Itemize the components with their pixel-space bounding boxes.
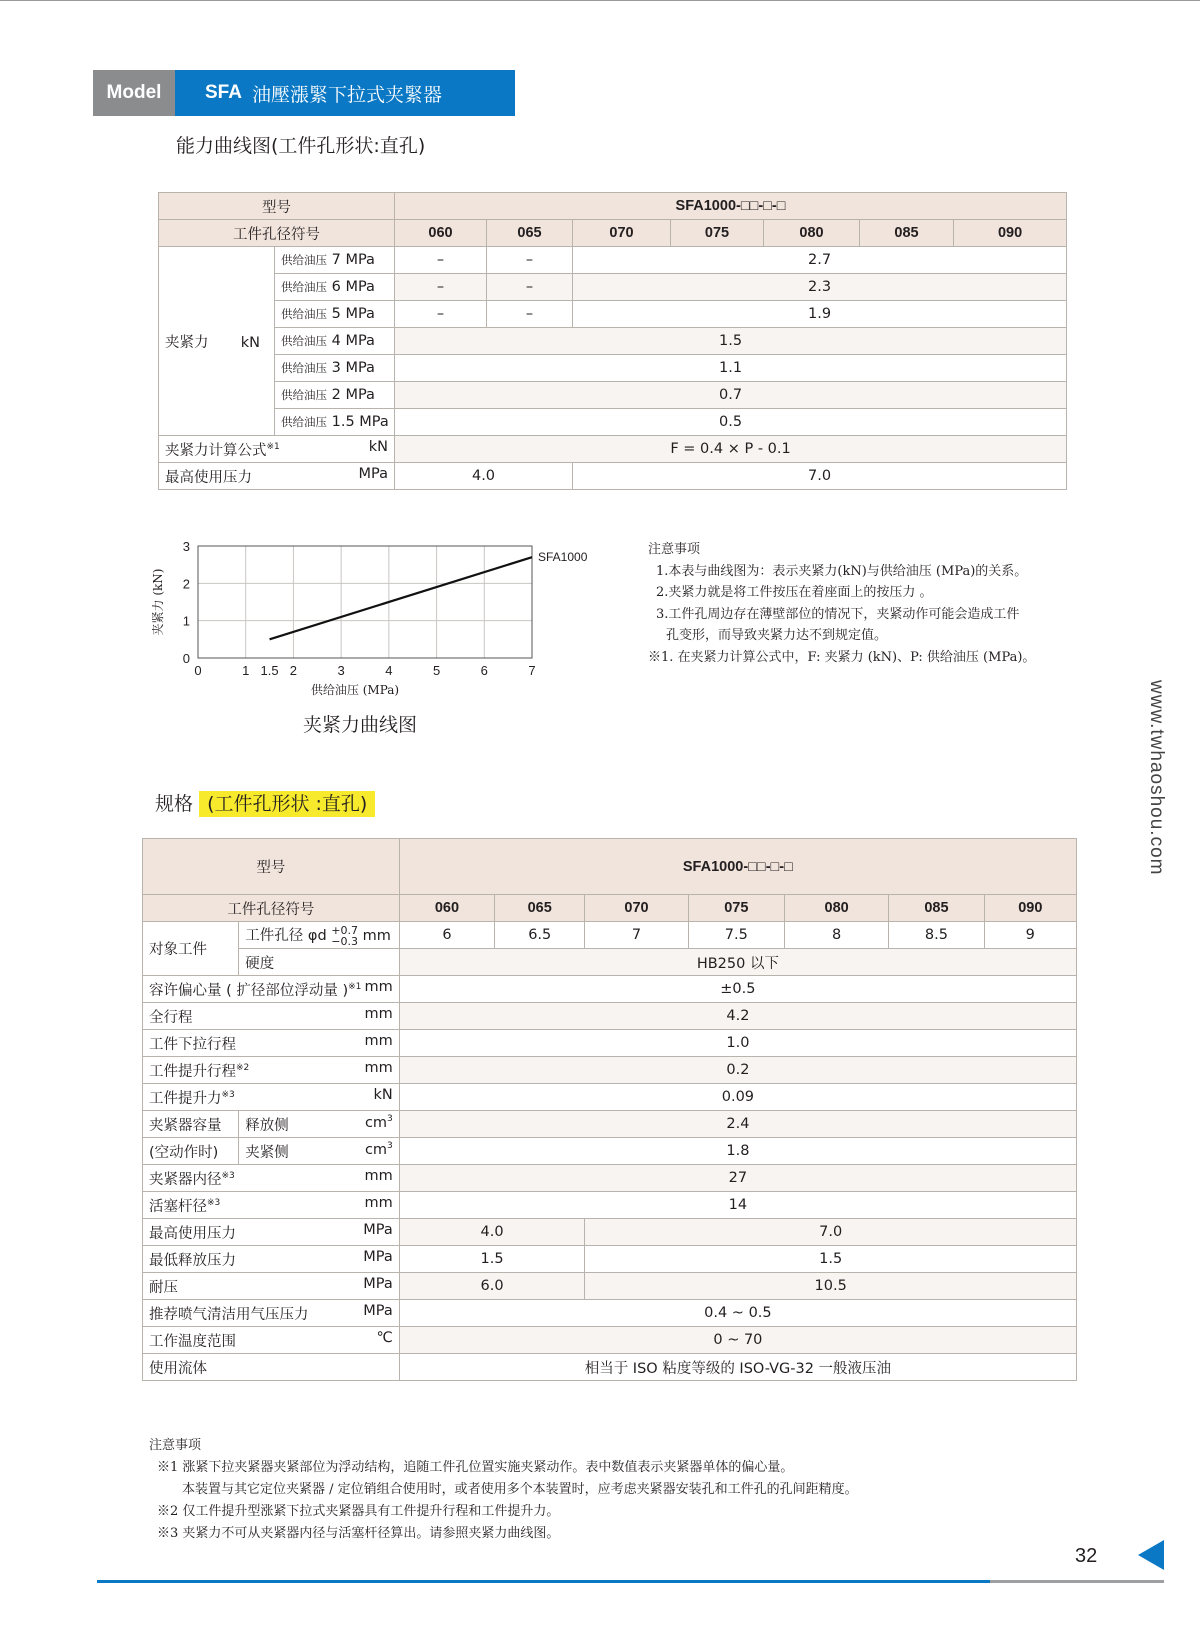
minp-unit: MPa bbox=[363, 1248, 393, 1265]
pressure-value: 2 MPa bbox=[331, 387, 375, 403]
note-item: 2.夹紧力就是将工件按压在着座面上的按压力 。 bbox=[656, 585, 933, 600]
stroke-unit: mm bbox=[364, 1005, 393, 1022]
bore-label: 夹紧器内径 bbox=[149, 1171, 222, 1188]
cap-model-code: SFA1000-□□-□-□ bbox=[395, 193, 1067, 220]
cap-code: 070 bbox=[573, 220, 671, 247]
max-pressure-b: 7.0 bbox=[573, 463, 1067, 490]
rod-mark: ※3 bbox=[207, 1197, 221, 1208]
note-item: ※2 仅工件提升型涨紧下拉式夹紧器具有工件提升行程和工件提升力。 bbox=[157, 1504, 560, 1519]
dia-value: 6.5 bbox=[495, 922, 585, 949]
lift-label-cell bbox=[143, 1057, 400, 1084]
pull-label-cell bbox=[143, 1030, 400, 1057]
cap-label-2: (空动作时) bbox=[143, 1138, 239, 1165]
temp-unit: ℃ bbox=[376, 1329, 393, 1346]
series-label: SFA1000 bbox=[538, 550, 588, 565]
spec-model-code: SFA1000-□□-□-□ bbox=[399, 839, 1076, 895]
cap-pressure-cell bbox=[275, 301, 395, 328]
rel-label-cell bbox=[239, 1111, 399, 1138]
cube-mark: 3 bbox=[387, 1140, 393, 1151]
spec-notes bbox=[149, 1435, 858, 1545]
x-tick-label: 1 bbox=[242, 663, 250, 678]
ecc-unit: mm bbox=[364, 978, 393, 995]
cap-value: – bbox=[487, 301, 573, 328]
x-tick-label: 4 bbox=[385, 663, 393, 678]
pressure-value: 1.5 MPa bbox=[331, 414, 389, 430]
cap-value: – bbox=[395, 247, 487, 274]
dia-label-cell bbox=[239, 922, 399, 949]
maxp-label-cell bbox=[143, 1219, 400, 1246]
x-axis-label: 供给油压 (MPa) bbox=[310, 683, 400, 697]
stroke-value: 4.2 bbox=[399, 1003, 1076, 1030]
minp-label-cell bbox=[143, 1246, 400, 1273]
cap-value: 1.5 bbox=[395, 328, 1067, 355]
spec-code: 090 bbox=[984, 895, 1076, 922]
rod-value: 14 bbox=[399, 1192, 1076, 1219]
notes-title: 注意事项 bbox=[648, 542, 701, 557]
spec-hole-label: 工件孔径符号 bbox=[143, 895, 400, 922]
liftf-label-cell bbox=[143, 1084, 400, 1111]
temp-label: 工作温度范围 bbox=[149, 1333, 236, 1350]
note-item: 本装置与其它定位夹紧器 / 定位销组合使用时，或者使用多个本装置时，应考虑夹紧器安装孔和工件孔的孔间距精度。 bbox=[182, 1482, 858, 1497]
liftf-mark: ※3 bbox=[221, 1089, 235, 1100]
cap-force-label bbox=[159, 247, 275, 436]
cap-value: – bbox=[487, 247, 573, 274]
stroke-label: 全行程 bbox=[149, 1009, 193, 1026]
cap-value: 0.5 bbox=[395, 409, 1067, 436]
pull-unit: mm bbox=[364, 1032, 393, 1049]
ecc-value: ±0.5 bbox=[399, 976, 1076, 1003]
side-url[interactable]: www.twhaoshou.com bbox=[1146, 680, 1167, 876]
formula-label-text: 夹紧力计算公式 bbox=[165, 442, 267, 459]
minp-a: 1.5 bbox=[399, 1246, 585, 1273]
x-tick-label: 2 bbox=[289, 663, 298, 678]
product-name: 油壓漲緊下拉式夹緊器 bbox=[251, 83, 442, 106]
cap-value: 0.7 bbox=[395, 382, 1067, 409]
bore-label-cell bbox=[143, 1165, 400, 1192]
clamp-label-cell bbox=[239, 1138, 399, 1165]
clamping-force-chart bbox=[140, 530, 588, 700]
spec-table bbox=[142, 838, 1077, 1381]
cap-value: 1.1 bbox=[395, 355, 1067, 382]
spec-code: 080 bbox=[784, 895, 888, 922]
spec-prefix: 规格 bbox=[155, 793, 194, 815]
cap-pressure-cell bbox=[275, 328, 395, 355]
liftf-label: 工件提升力 bbox=[149, 1090, 222, 1107]
proof-b: 10.5 bbox=[585, 1273, 1077, 1300]
capacity-table bbox=[158, 192, 1067, 490]
chart-labels bbox=[150, 539, 588, 697]
cap-code: 090 bbox=[954, 220, 1067, 247]
supply-label: 供给油压 bbox=[281, 253, 327, 267]
supply-label: 供给油压 bbox=[281, 361, 327, 375]
cap-model-label: 型号 bbox=[159, 193, 395, 220]
pressure-value: 5 MPa bbox=[331, 306, 375, 322]
rod-label-cell bbox=[143, 1192, 400, 1219]
footer-rule bbox=[97, 1580, 1164, 1583]
proof-label-cell bbox=[143, 1273, 400, 1300]
bore-mark: ※3 bbox=[221, 1170, 235, 1181]
note-item: ※3 夹紧力不可从夹紧器内径与活塞杆径算出。请参照夹紧力曲线图。 bbox=[157, 1526, 560, 1541]
spec-model-label: 型号 bbox=[143, 839, 400, 895]
dia-value: 8.5 bbox=[889, 922, 984, 949]
cap-value: – bbox=[487, 274, 573, 301]
minp-label: 最低释放压力 bbox=[149, 1252, 236, 1269]
force-unit: kN bbox=[240, 334, 261, 351]
spec-code: 065 bbox=[495, 895, 585, 922]
rod-label: 活塞杆径 bbox=[149, 1198, 207, 1215]
x-tick-label: 0 bbox=[194, 663, 202, 678]
model-label: Model bbox=[93, 70, 175, 116]
dia-value: 7.5 bbox=[688, 922, 784, 949]
banner-title bbox=[175, 70, 515, 116]
series-code: SFA bbox=[205, 82, 242, 103]
cap-value: 2.3 bbox=[573, 274, 1067, 301]
maxp-label: 最高使用压力 bbox=[149, 1225, 236, 1242]
capacity-notes bbox=[648, 539, 1035, 668]
max-pressure-label: 最高使用压力 bbox=[165, 469, 252, 486]
maxp-unit: MPa bbox=[363, 1221, 393, 1238]
y-tick-label: 1 bbox=[182, 613, 190, 629]
pull-value: 1.0 bbox=[399, 1030, 1076, 1057]
rod-unit: mm bbox=[364, 1194, 393, 1211]
clamp-label: 夹紧侧 bbox=[245, 1144, 289, 1161]
max-pressure-label-cell bbox=[159, 463, 395, 490]
capacity-section-title: 能力曲线图(工件孔形状:直孔) bbox=[176, 135, 426, 157]
cap-value: – bbox=[395, 274, 487, 301]
supply-label: 供给油压 bbox=[281, 415, 327, 429]
lift-mark: ※2 bbox=[236, 1062, 250, 1073]
spec-code: 085 bbox=[889, 895, 984, 922]
cap-code: 080 bbox=[764, 220, 860, 247]
model-banner bbox=[93, 70, 515, 116]
minp-b: 1.5 bbox=[585, 1246, 1077, 1273]
page-number: 32 bbox=[1075, 1545, 1098, 1567]
force-label: 夹紧力 bbox=[165, 334, 209, 351]
air-label: 推荐喷气清洁用气压压力 bbox=[149, 1306, 309, 1323]
air-unit: MPa bbox=[363, 1302, 393, 1319]
clamp-unit: cm bbox=[364, 1141, 388, 1158]
clamp-value: 1.8 bbox=[399, 1138, 1076, 1165]
notes-title: 注意事项 bbox=[149, 1438, 202, 1453]
spec-highlight: (工件孔形状 :直孔) bbox=[199, 791, 375, 817]
pressure-value: 7 MPa bbox=[331, 252, 375, 268]
ecc-label: 容许偏心量 ( 扩径部位浮动量 ) bbox=[149, 982, 349, 999]
x-tick-label: 3 bbox=[337, 663, 345, 678]
y-tick-label: 2 bbox=[182, 576, 190, 592]
dia-value: 8 bbox=[784, 922, 888, 949]
chart-series bbox=[270, 557, 532, 639]
plot-frame bbox=[198, 546, 532, 658]
temp-value: 0 ~ 70 bbox=[399, 1327, 1076, 1354]
x-tick-label: 1.5 bbox=[260, 663, 279, 678]
spec-code: 075 bbox=[688, 895, 784, 922]
cap-code: 075 bbox=[671, 220, 764, 247]
supply-label: 供给油压 bbox=[281, 280, 327, 294]
cap-pressure-cell bbox=[275, 409, 395, 436]
maxp-b: 7.0 bbox=[585, 1219, 1077, 1246]
air-value: 0.4 ~ 0.5 bbox=[399, 1300, 1076, 1327]
dia-unit: mm bbox=[362, 927, 391, 944]
lift-label: 工件提升行程 bbox=[149, 1063, 236, 1080]
chart-caption: 夹紧力曲线图 bbox=[303, 714, 418, 736]
tol-plus: +0.7 bbox=[331, 923, 359, 937]
cap-hole-label: 工件孔径符号 bbox=[159, 220, 395, 247]
fluid-label: 使用流体 bbox=[143, 1354, 400, 1381]
supply-label: 供给油压 bbox=[281, 388, 327, 402]
proof-a: 6.0 bbox=[399, 1273, 585, 1300]
max-pressure-unit: MPa bbox=[358, 465, 388, 482]
cap-value: 2.7 bbox=[573, 247, 1067, 274]
spec-code: 070 bbox=[585, 895, 688, 922]
cap-code: 060 bbox=[395, 220, 487, 247]
tol-minus: −0.3 bbox=[331, 934, 359, 948]
hardness-label: 硬度 bbox=[239, 949, 399, 976]
pull-label: 工件下拉行程 bbox=[149, 1036, 236, 1053]
lift-unit: mm bbox=[364, 1059, 393, 1076]
note-item: ※1. 在夹紧力计算公式中，F: 夹紧力 (kN)、P: 供给油压 (MPa)。 bbox=[648, 649, 1036, 665]
ecc-mark: ※1 bbox=[348, 981, 362, 992]
bore-value: 27 bbox=[399, 1165, 1076, 1192]
cap-code: 085 bbox=[860, 220, 954, 247]
stroke-label-cell bbox=[143, 1003, 400, 1030]
cube-mark: 3 bbox=[387, 1113, 393, 1124]
series-line bbox=[270, 557, 532, 639]
chart-axes bbox=[198, 546, 532, 658]
proof-label: 耐压 bbox=[149, 1279, 178, 1296]
supply-label: 供给油压 bbox=[281, 334, 327, 348]
liftf-value: 0.09 bbox=[399, 1084, 1076, 1111]
dia-tolerance bbox=[331, 925, 358, 947]
proof-unit: MPa bbox=[363, 1275, 393, 1292]
y-axis-label: 夹紧力 (kN) bbox=[151, 568, 165, 636]
maxp-a: 4.0 bbox=[399, 1219, 585, 1246]
rel-value: 2.4 bbox=[399, 1111, 1076, 1138]
ecc-label-cell bbox=[143, 976, 400, 1003]
top-rule bbox=[0, 0, 1200, 1]
dia-label: 工件孔径 φd bbox=[245, 927, 327, 944]
rel-unit: cm bbox=[364, 1114, 388, 1131]
x-tick-label: 5 bbox=[432, 663, 441, 678]
bore-unit: mm bbox=[364, 1167, 393, 1184]
target-work-label: 对象工件 bbox=[143, 922, 239, 976]
note-item: 3.工件孔周边存在薄壁部位的情况下，夹紧动作可能会造成工件 bbox=[656, 606, 1020, 622]
cap-value: 1.9 bbox=[573, 301, 1067, 328]
spec-code: 060 bbox=[399, 895, 494, 922]
pressure-value: 3 MPa bbox=[331, 360, 375, 376]
dia-value: 7 bbox=[585, 922, 688, 949]
cap-label-1: 夹紧器容量 bbox=[143, 1111, 239, 1138]
air-label-cell bbox=[143, 1300, 400, 1327]
formula-mark: ※1 bbox=[266, 441, 280, 452]
pressure-value: 4 MPa bbox=[331, 333, 375, 349]
supply-label: 供给油压 bbox=[281, 307, 327, 321]
note-item: 孔变形，而导致夹紧力达不到规定值。 bbox=[666, 628, 888, 643]
prev-page-arrow-icon[interactable] bbox=[1138, 1540, 1164, 1570]
dia-value: 9 bbox=[984, 922, 1076, 949]
pressure-value: 6 MPa bbox=[331, 279, 375, 295]
x-tick-label: 7 bbox=[528, 663, 536, 678]
formula-unit: kN bbox=[368, 438, 388, 455]
formula-value: F = 0.4 × P - 0.1 bbox=[395, 436, 1067, 463]
cap-pressure-cell bbox=[275, 274, 395, 301]
note-item: ※1 涨紧下拉夹紧器夹紧部位为浮动结构，追随工件孔位置实施夹紧动作。表中数值表示夹紧器单体的偏心量。 bbox=[157, 1460, 794, 1475]
x-tick-label: 6 bbox=[480, 663, 488, 678]
cap-pressure-cell bbox=[275, 382, 395, 409]
formula-label bbox=[165, 439, 280, 460]
liftf-unit: kN bbox=[373, 1086, 393, 1103]
temp-label-cell bbox=[143, 1327, 400, 1354]
hardness-value: HB250 以下 bbox=[399, 949, 1076, 976]
dia-value: 6 bbox=[399, 922, 494, 949]
rel-label: 释放侧 bbox=[245, 1117, 289, 1134]
y-tick-label: 3 bbox=[182, 539, 190, 554]
note-item: 1.本表与曲线图为：表示夹紧力(kN)与供给油压 (MPa)的关系。 bbox=[656, 563, 1028, 579]
spec-section-title bbox=[155, 789, 375, 816]
cap-code: 065 bbox=[487, 220, 573, 247]
cap-value: – bbox=[395, 301, 487, 328]
cap-pressure-cell bbox=[275, 247, 395, 274]
cap-pressure-cell bbox=[275, 355, 395, 382]
chart-grid bbox=[198, 546, 532, 658]
max-pressure-a: 4.0 bbox=[395, 463, 573, 490]
lift-value: 0.2 bbox=[399, 1057, 1076, 1084]
fluid-value: 相当于 ISO 粘度等级的 ISO-VG-32 一般液压油 bbox=[399, 1354, 1076, 1381]
y-tick-label: 0 bbox=[182, 651, 190, 666]
formula-label-cell bbox=[159, 436, 395, 463]
